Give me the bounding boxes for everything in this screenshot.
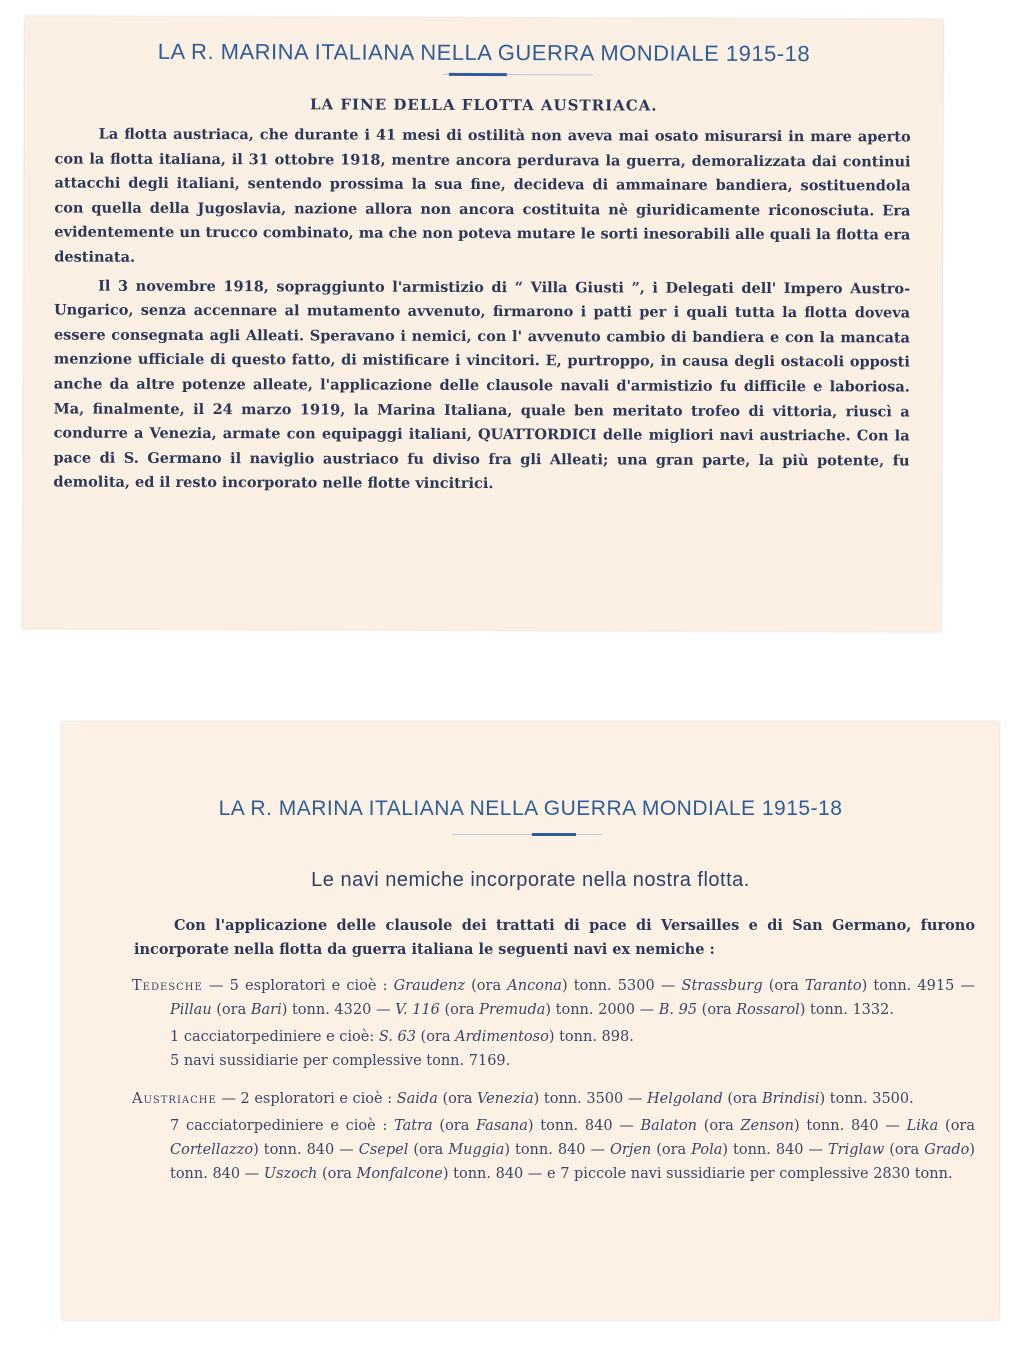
text-segment: ) tonn. 5300 — <box>561 978 682 994</box>
text-segment: ) tonn. 840 — e 7 piccole navi sussidiarie per complessive 2830 tonn. <box>442 1166 953 1182</box>
card-subtitle: LA FINE DELLA FLOTTA AUSTRIACA. <box>309 95 658 115</box>
ship-name: Fasana <box>476 1118 528 1134</box>
ship-name: Premuda <box>479 1002 546 1018</box>
text-segment: ) tonn. 898. <box>548 1029 634 1045</box>
text-segment: ) tonn. 4320 — <box>281 1002 396 1018</box>
text-segment: (ora <box>762 978 805 994</box>
text-segment: ) tonn. 840 — <box>253 1142 359 1158</box>
nation-label-tedesche: Tedesche <box>132 978 203 994</box>
ship-name: Saida <box>396 1091 438 1107</box>
text-segment: 1 cacciatorpediniere e cioè: <box>170 1029 379 1045</box>
card-subtitle: Le navi nemiche incorporate nella nostra flotta. <box>311 869 750 891</box>
ship-name: Lika <box>906 1118 939 1134</box>
text-segment: (ora <box>697 1002 737 1018</box>
body-paragraph-1: La flotta austriaca, che durante i 41 mesi di ostilità non aveva mai osato misurarsi in mare aperto con la flotta italiana, il 31 ottobre 1918, mentre ancora perdurava la guerra, demoralizzata dai continui attacchi degli italiani, sentendo prossima la sua fine, decideva di ammainare bandiera, sostituendola con quella della Jugoslavia, nazione allora non ancora costituita nè giuridicamente riconosciuta. Era evidentemente un trucco combinato, ma che non poteva mutare le sorti inesorabili alle quali la flotta era destinata. <box>54 125 911 266</box>
ship-name: B. 95 <box>658 1002 698 1018</box>
ship-name: Zenson <box>740 1118 794 1134</box>
austriache-cacciatorpediniere-entry <box>132 1114 975 1186</box>
ship-name: Pola <box>691 1142 723 1158</box>
tedesche-sussidiarie-entry: 5 navi sussidiarie per complessive tonn. 7169. <box>170 1053 511 1069</box>
ship-name: Graudenz <box>393 978 465 994</box>
text-segment: ) tonn. 4915 — <box>861 978 976 994</box>
ship-name: S. 63 <box>378 1029 416 1045</box>
card-header-title: LA R. MARINA ITALIANA NELLA GUERRA MONDIALE 1915-18 <box>157 38 811 67</box>
header-divider-accent <box>449 73 507 76</box>
text-segment: — 5 esploratori e cioè : <box>202 978 394 994</box>
text-segment: (ora <box>408 1142 449 1158</box>
ship-name: Taranto <box>804 978 862 994</box>
header-divider-line <box>452 834 602 835</box>
body-paragraph-2: Il 3 novembre 1918, sopraggiunto l'armistizio di “ Villa Giusti ”, i Delegati dell' Impero Austro-Ungarico, senza accennare al mutamento avvenuto, firmarono i patti per i quali tutta la flotta doveva essere consegnata agli Alleati. Speravano i nemici, con l' avvenuto cambio di bandiera e con la mancata menzione ufficiale di questo fatto, di mistificare i vincitori. E, purtroppo, in causa degli ostacoli opposti anche da altre potenze alleate, l'applicazione delle clausole navali d'armistizio fu difficile e laboriosa. Ma, finalmente, il 24 marzo 1919, la Marina Italiana, quale ben meritato trofeo di vittoria, riuscì a condurre a Venezia, armate con equipaggi italiani, QUATTORDICI delle migliori navi austriache. Con la pace di S. Germano il naviglio austriaco fu diviso fra gli Alleati; una gran parte, la più potente, fu demolita, ed il resto incorporato nelle flotte vincitrici. <box>53 277 911 493</box>
ship-name: Uszoch <box>263 1166 318 1182</box>
text-segment: ) tonn. 840 — <box>793 1118 907 1134</box>
text-segment: (ora <box>938 1118 975 1134</box>
ship-name: Rossarol <box>736 1002 800 1018</box>
intro-paragraph <box>134 914 975 962</box>
postcard-navi-nemiche-incorporate <box>62 722 999 1320</box>
text-segment: ) tonn. 3500. <box>819 1091 914 1107</box>
card-header-title: LA R. MARINA ITALIANA NELLA GUERRA MONDIALE 1915-18 <box>218 797 843 820</box>
text-segment: ) tonn. 840 — <box>527 1118 641 1134</box>
header-divider-accent <box>532 833 576 836</box>
ship-name: Ardimentoso <box>455 1029 549 1045</box>
tedesche-esploratori-entry <box>132 974 975 1022</box>
section-gap <box>132 1073 975 1087</box>
ship-name: Monfalcone <box>356 1166 443 1182</box>
ship-name: Balaton <box>640 1118 698 1134</box>
tedesche-cacciatorpediniere-entry <box>132 1025 975 1049</box>
text-segment: (ora <box>211 1002 251 1018</box>
text-segment: (ora <box>722 1091 762 1107</box>
ship-name: Orjen <box>610 1142 652 1158</box>
ship-name: Brindisi <box>761 1091 820 1107</box>
ship-name: Csepel <box>358 1142 409 1158</box>
nation-label-austriache: Austriache <box>132 1091 217 1107</box>
text-segment: (ora <box>884 1142 925 1158</box>
text-segment: ) tonn. 840 — <box>722 1142 829 1158</box>
austriache-esploratori-entry <box>132 1087 975 1111</box>
ship-name: Bari <box>250 1002 282 1018</box>
text-segment: (ora <box>432 1118 477 1134</box>
text-segment: (ora <box>697 1118 741 1134</box>
text-segment: (ora <box>437 1091 478 1107</box>
ship-name: Pillau <box>170 1002 212 1018</box>
text-segment: ) tonn. 1332. <box>799 1002 894 1018</box>
text-segment: (ora <box>415 1029 456 1045</box>
ship-name: Strassburg <box>681 978 763 994</box>
ship-name: Grado <box>924 1142 970 1158</box>
ship-name: V. 116 <box>395 1002 440 1018</box>
intro-text: Con l'applicazione delle clausole dei trattati di pace di Versailles e di San Germano, furono incorporate nella flotta da guerra italiana le seguenti navi ex nemiche : <box>134 917 975 958</box>
text-segment: ) tonn. 840 — <box>170 1142 976 1182</box>
ship-name: Helgoland <box>646 1091 723 1107</box>
text-segment: — 2 esploratori e cioè : <box>216 1091 397 1107</box>
text-segment: (ora <box>651 1142 692 1158</box>
text-segment: ) tonn. 3500 — <box>533 1091 647 1107</box>
ship-name: Muggia <box>448 1142 505 1158</box>
ship-name: Triglaw <box>828 1142 885 1158</box>
text-segment: ) tonn. 840 — <box>504 1142 610 1158</box>
text-segment: ) tonn. 2000 — <box>545 1002 659 1018</box>
ship-name: Venezia <box>477 1091 534 1107</box>
postcard-fine-flotta-austriaca <box>23 16 943 631</box>
ship-name: Tatra <box>394 1118 433 1134</box>
text-segment: (ora <box>439 1002 480 1018</box>
text-segment: (ora <box>464 978 508 994</box>
text-segment: (ora <box>317 1166 357 1182</box>
ship-name: Ancona <box>507 978 562 994</box>
ship-list <box>132 974 975 1186</box>
ship-name: Cortellazzo <box>170 1142 254 1158</box>
text-segment: 7 cacciatorpediniere e cioè : <box>170 1118 395 1134</box>
card-body-text <box>53 123 910 499</box>
